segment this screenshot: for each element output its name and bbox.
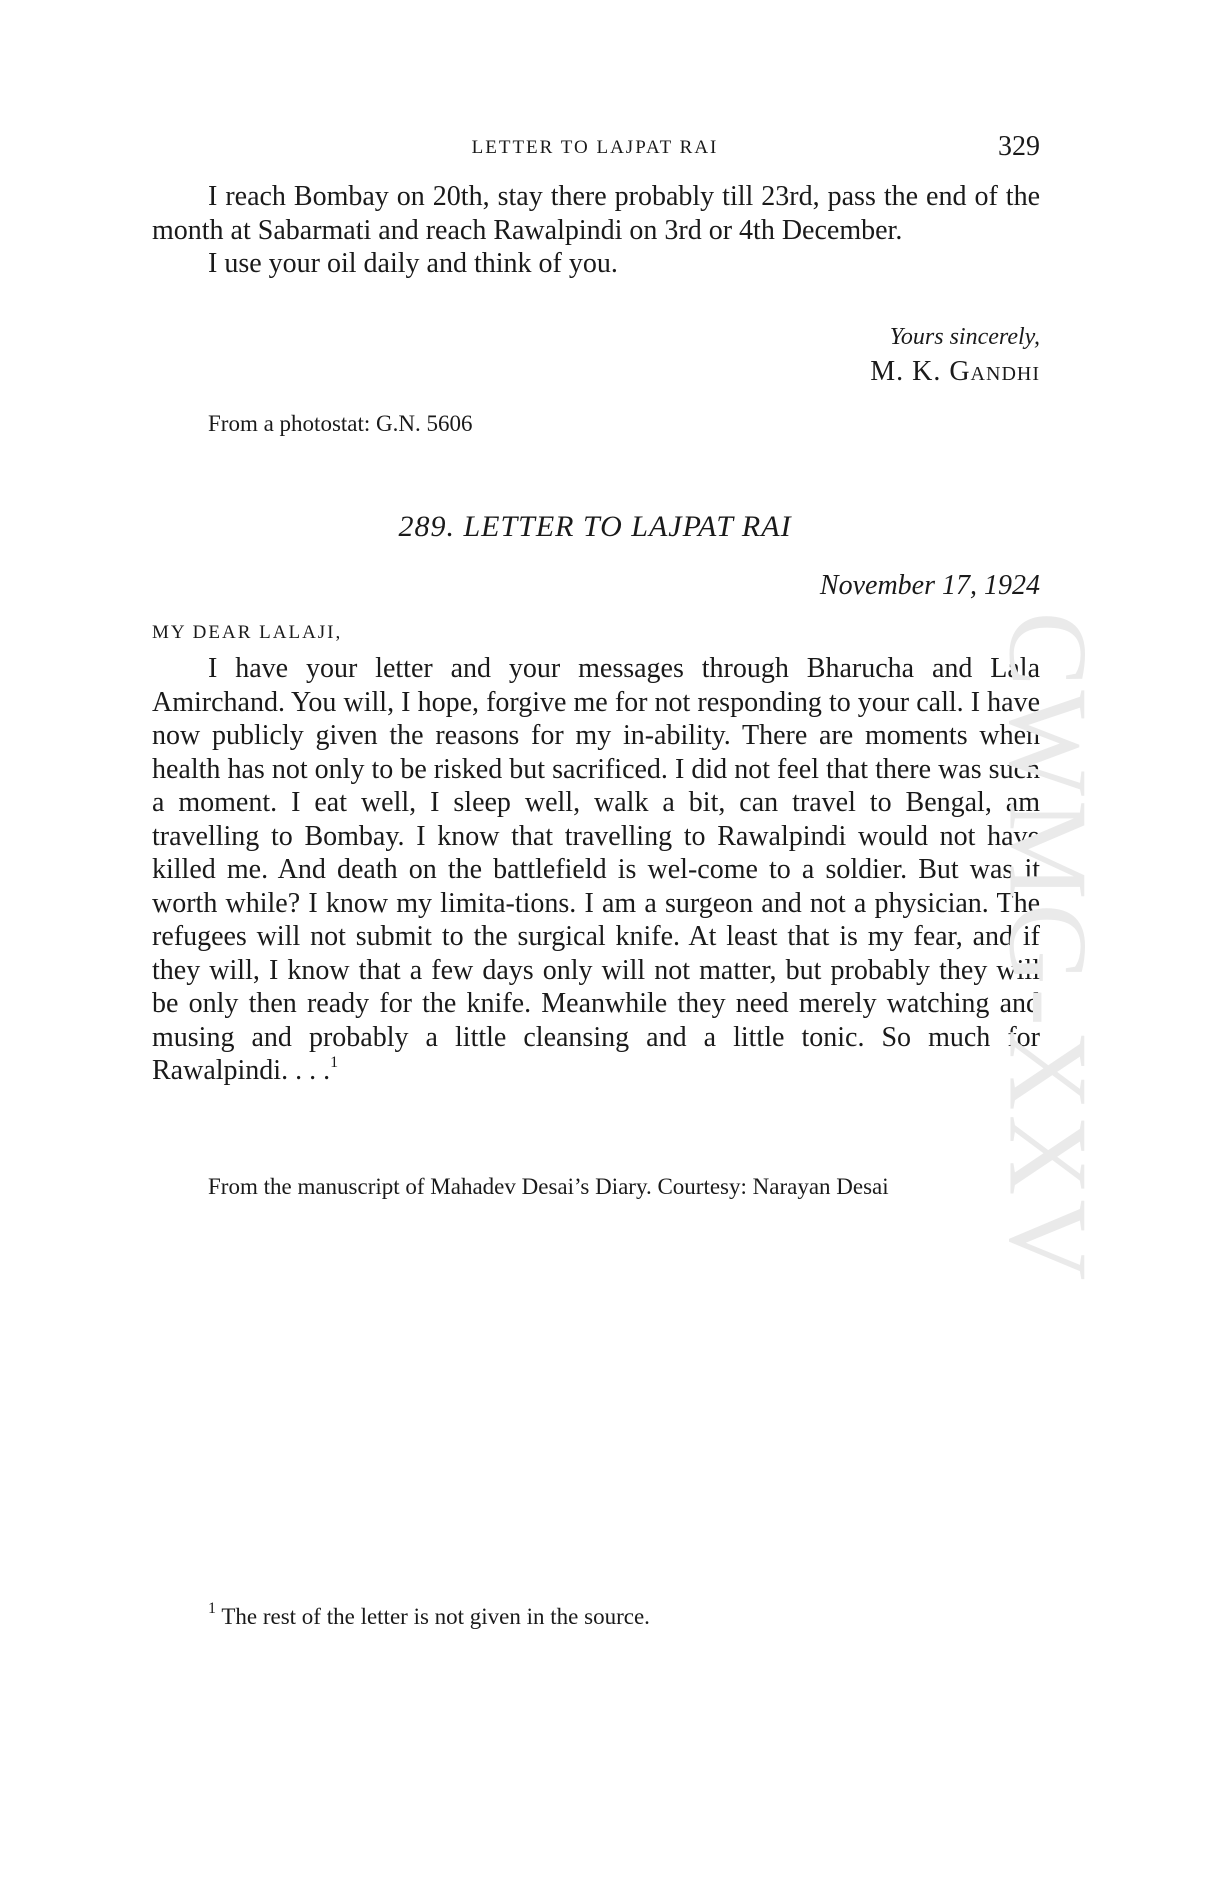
page-number: 329	[998, 131, 1040, 162]
continuation-text	[152, 180, 1040, 281]
letter-date: November 17, 1924	[819, 570, 1040, 601]
running-title: LETTER TO LAJPAT RAI	[471, 137, 719, 158]
running-head	[150, 131, 1040, 169]
closing-phrase: Yours sincerely,	[889, 324, 1040, 350]
signature: M. K. Gandhi	[870, 356, 1040, 387]
source-note-text: From a photostat: G.N. 5606	[208, 411, 473, 436]
source-note-2	[152, 1170, 1040, 1203]
letter-body-text: I have your letter and your messages through Bharucha and Lala Amirchand. You will, I hope, forgive me for not responding to your call. I have now publicly given the reasons for my in-ability. There are moments when health has not only to be risked but sacrificed. I did not feel that there was such a moment. I eat well, I sleep well, walk a bit, can travel to Bengal, am travelling to Bombay. I know that travelling to Rawalpindi would not have killed me. And death on the battlefield is wel-come to a soldier. But was it worth while? I know my limita-tions. I am a surgeon and not a physician. The refugees will not submit to the surgical knife. At least that is my fear, and if they will, I know that a few days only will not matter, but probably they will be only then ready for the knife. Meanwhile they need merely watching and musing and probably a little cleansing and a little tonic. So much for Rawalpindi. . . .	[152, 653, 1040, 1086]
letter-heading: 289. LETTER TO LAJPAT RAI	[398, 510, 792, 543]
letter-body	[152, 652, 1040, 1088]
watermark-text: CWMG-XXV	[985, 611, 1110, 1285]
salutation: MY DEAR LALAJI,	[152, 622, 343, 643]
source-note	[152, 407, 1040, 440]
footnote	[208, 1602, 1038, 1632]
continuation-paragraph: I use your oil daily and think of you.	[208, 248, 618, 279]
continuation-paragraph: I reach Bombay on 20th, stay there probably till 23rd, pass the end of the month at Sabarmati and reach Rawalpindi on 3rd or 4th December.	[152, 181, 1040, 246]
letter-paragraph	[152, 652, 1040, 1088]
watermark	[985, 478, 1110, 1418]
footnote-marker: 1	[208, 1600, 216, 1618]
source-note-text: From the manuscript of Mahadev Desai’s Diary. Courtesy: Narayan Desai	[208, 1174, 889, 1199]
footnote-text: The rest of the letter is not given in the source.	[221, 1604, 650, 1629]
footnote-ref[interactable]: 1	[330, 1053, 339, 1071]
